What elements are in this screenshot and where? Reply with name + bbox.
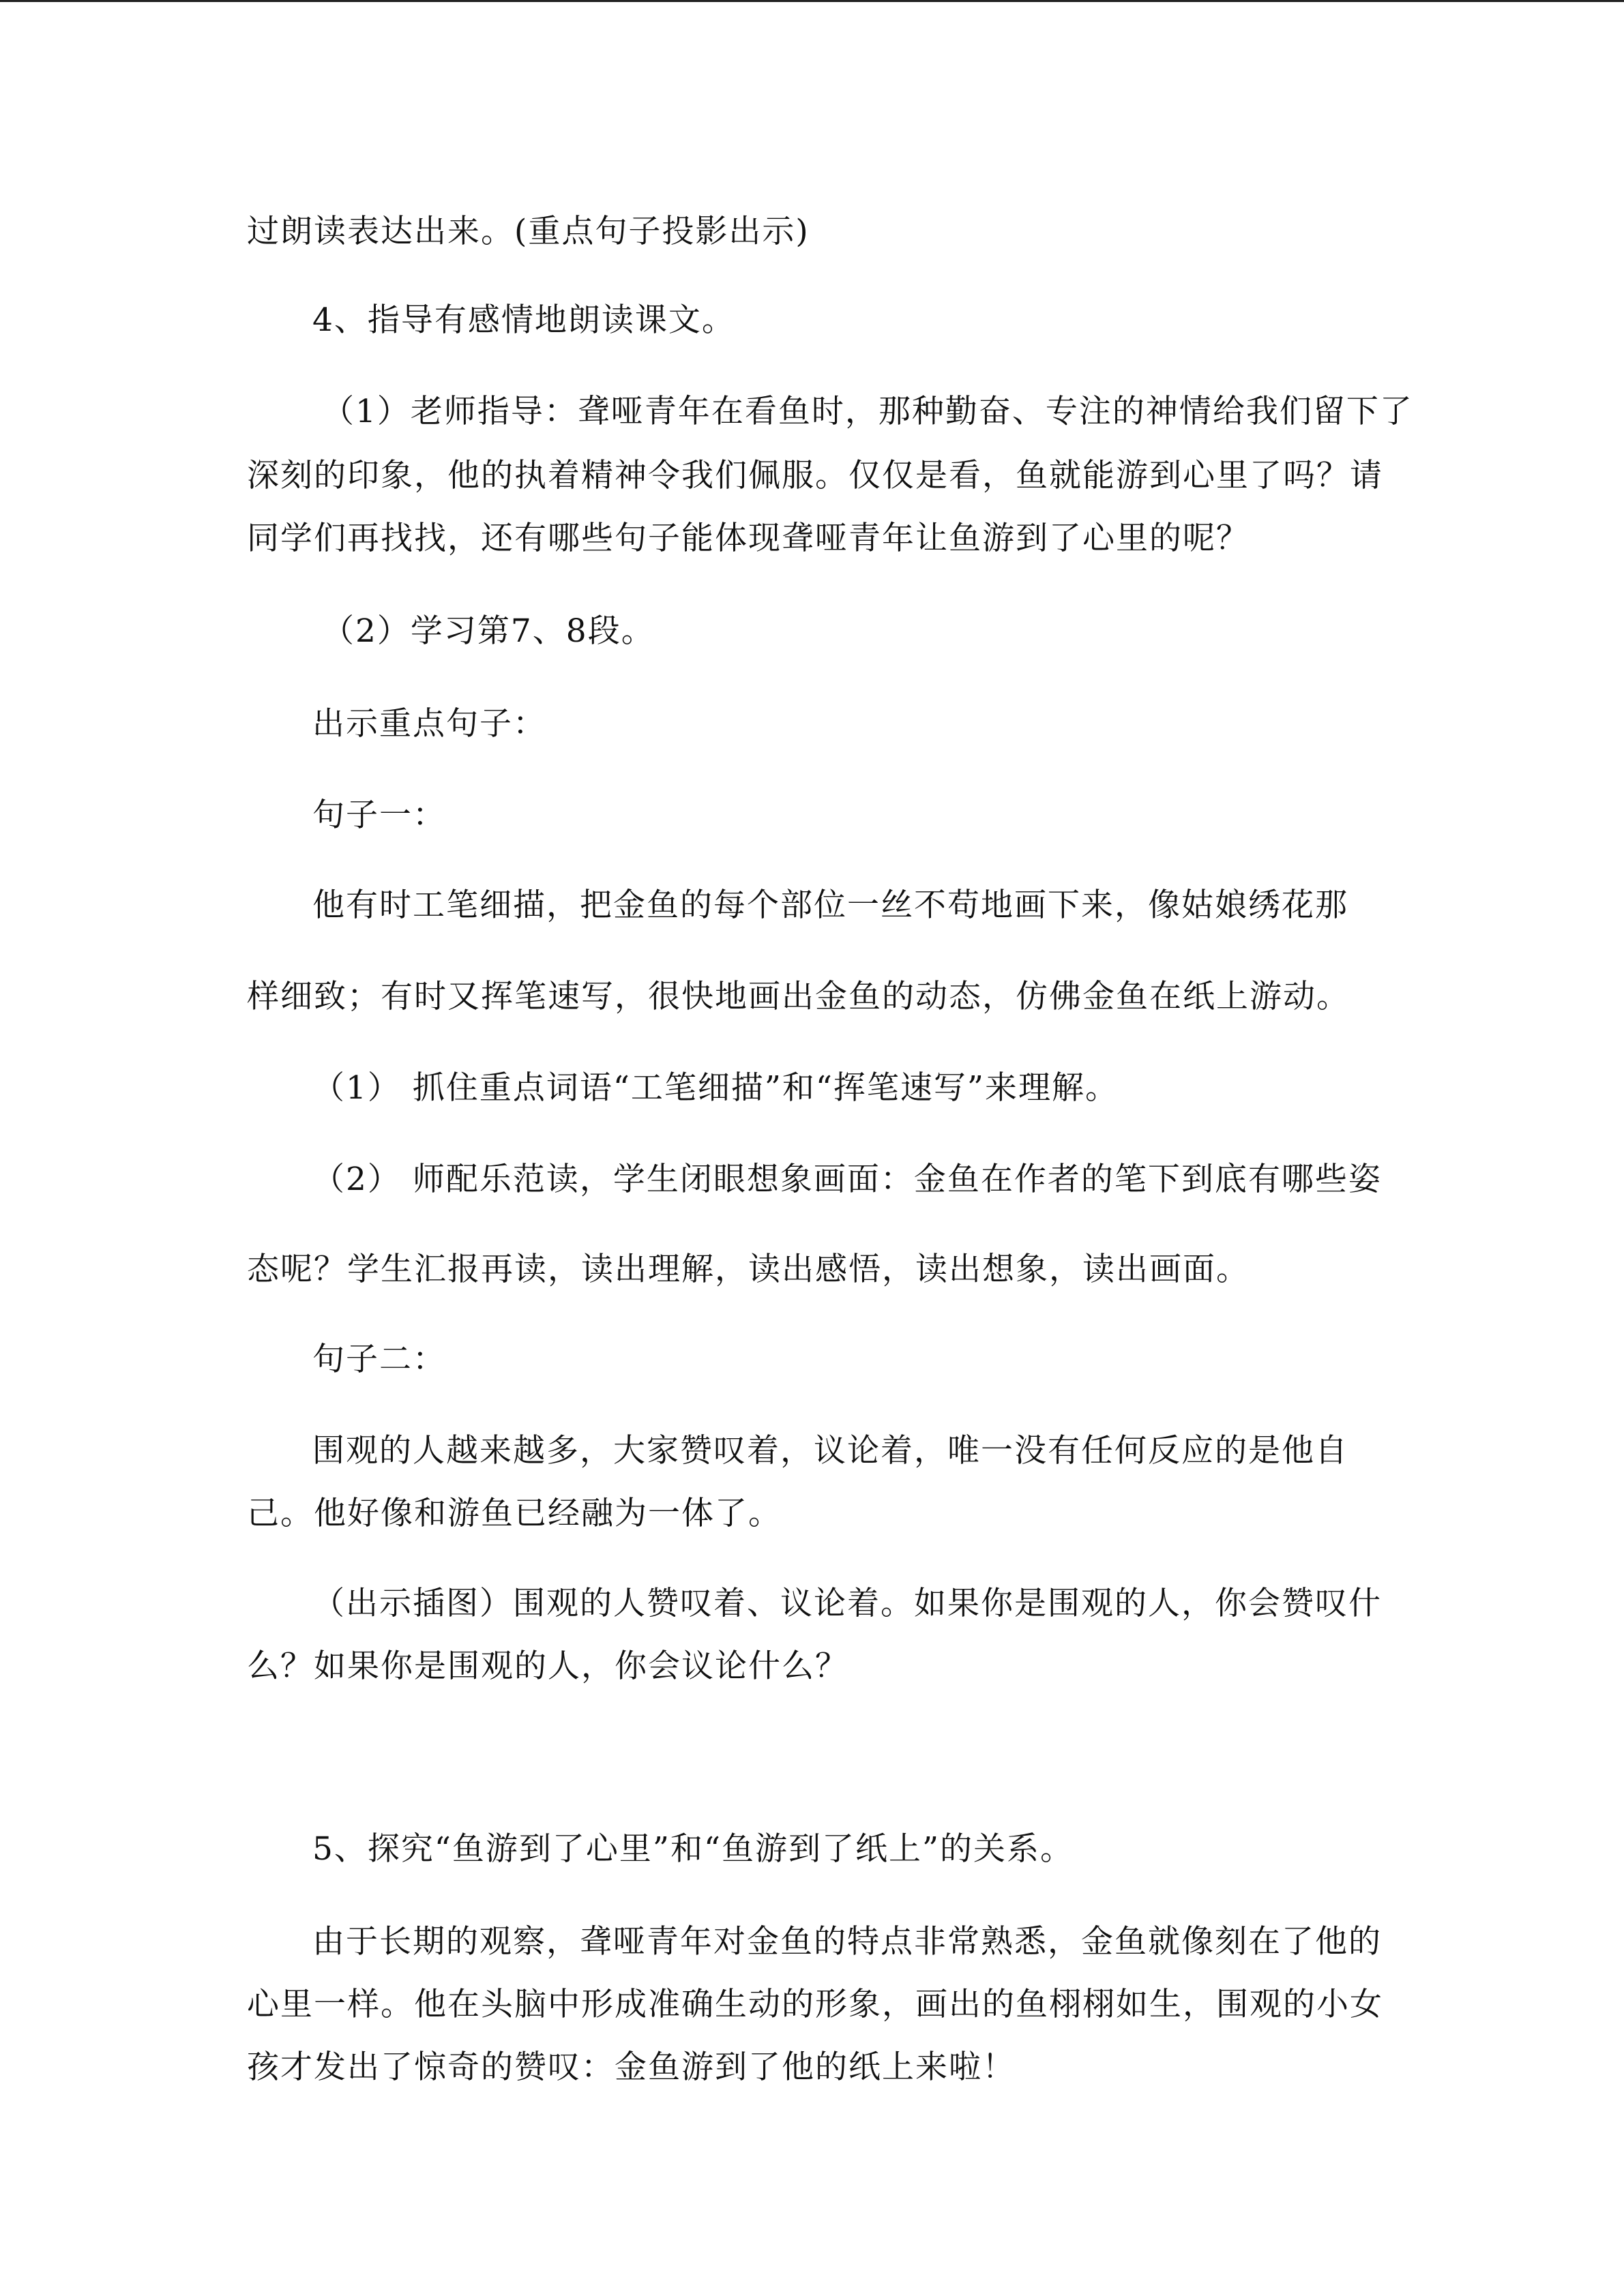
quote-line: 他有时工笔细描，把金鱼的每个部位一丝不苟地画下来，像姑娘绣花那 [312,886,1348,924]
text-line: 句子一： [312,796,446,834]
section-heading-4: 4、指导有感情地朗读课文。 [312,301,735,339]
quote-line: 围观的人越来越多，大家赞叹着，议论着，唯一没有任何反应的是他自 [312,1432,1348,1470]
text-line: （出示插图）围观的人赞叹着、议论着。如果你是围观的人，你会赞叹什 [312,1585,1382,1622]
text-line: 出示重点句子： [312,705,546,743]
text-line: 深刻的印象，他的执着精神令我们佩服。仅仅是看，鱼就能游到心里了吗？请 [247,457,1383,494]
quote-line: 样细致；有时又挥笔速写，很快地画出金鱼的动态，仿佛金鱼在纸上游动。 [247,978,1350,1015]
text-line: （2） 师配乐范读，学生闭眼想象画面：金鱼在作者的笔下到底有哪些姿 [312,1161,1382,1198]
section-heading-5: 5、探究“鱼游到了心里”和“鱼游到了纸上”的关系。 [312,1830,1074,1868]
text-line: （1）老师指导：聋哑青年在看鱼时，那种勤奋、专注的神情给我们留下了 [322,393,1413,430]
text-line: 过朗读表达出来。(重点句子投影出示) [247,213,810,250]
text-line: 由于长期的观察，聋哑青年对金鱼的特点非常熟悉，金鱼就像刻在了他的 [312,1923,1382,1960]
text-line: （2）学习第7、8段。 [322,612,655,650]
text-line: 句子二： [312,1341,446,1378]
text-line: 么？如果你是围观的人，你会议论什么？ [247,1648,848,1685]
text-line: 孩才发出了惊奇的赞叹：金鱼游到了他的纸上来啦！ [247,2048,1016,2086]
quote-line: 己。他好像和游鱼已经融为一体了。 [247,1495,782,1532]
text-line: 心里一样。他在头脑中形成准确生动的形象，画出的鱼栩栩如生，围观的小女 [247,1986,1383,2023]
text-line: 同学们再找找，还有哪些句子能体现聋哑青年让鱼游到了心里的呢？ [247,520,1250,557]
text-line: （1） 抓住重点词语“工笔细描”和“挥笔速写”来理解。 [312,1069,1119,1107]
text-line: 态呢？学生汇报再读，读出理解，读出感悟，读出想象，读出画面。 [247,1251,1250,1288]
